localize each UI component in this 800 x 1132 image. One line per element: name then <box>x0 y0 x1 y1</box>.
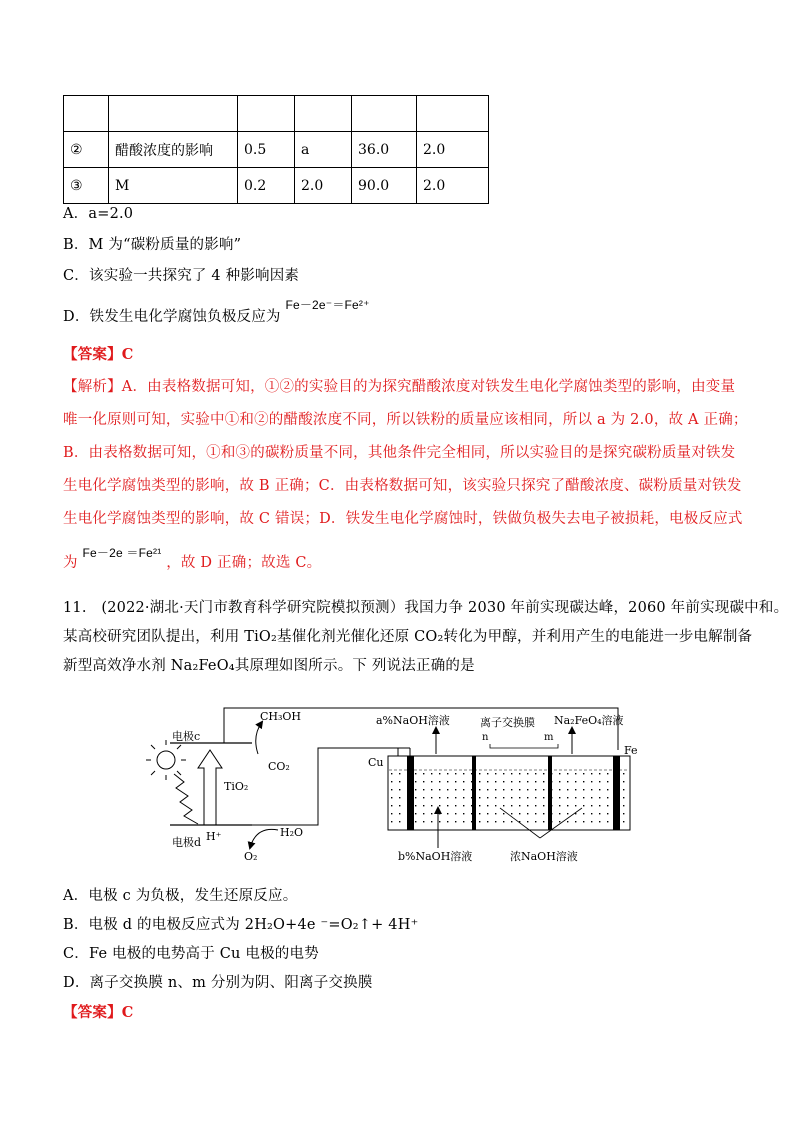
question-stem: 某高校研究团队提出，利用 TiO₂基催化剂光催化还原 CO₂转化为甲醇，并利用产生的电能进一步电解制备 <box>63 629 753 645</box>
option-d: D．离子交换膜 n、m 分别为阴、阳离子交换膜 <box>63 975 373 991</box>
b-naoh-label: b%NaOH溶液 <box>398 850 473 863</box>
tio2-label: TiO₂ <box>224 780 249 793</box>
membrane-m <box>548 756 552 830</box>
answer-label: 【答案】C <box>63 346 134 363</box>
table-cell <box>417 96 489 132</box>
table-cell <box>295 96 352 132</box>
table-cell: 2.0 <box>295 168 352 204</box>
n-label: n <box>482 732 489 743</box>
option-d-text: D．铁发生电化学腐蚀负极反应为 <box>63 309 281 325</box>
table-cell: 2.0 <box>417 168 489 204</box>
option-d-equation: Fe－2e⁻＝Fe²⁺ <box>285 298 370 312</box>
option-c: C．Fe 电极的电势高于 Cu 电极的电势 <box>63 946 319 962</box>
table-cell: ③ <box>64 168 109 204</box>
table-cell <box>109 96 238 132</box>
table-cell: 90.0 <box>352 168 417 204</box>
membrane-n <box>472 756 476 830</box>
experiment-table <box>63 95 489 204</box>
analysis-line: B．由表格数据可知，①和③的碳粉质量不同，其他条件完全相同，所以实验目的是探究碳粉质量对铁发 <box>63 445 736 461</box>
table-cell <box>64 96 109 132</box>
h2o-label: H₂O <box>280 826 304 839</box>
table-row <box>64 96 489 132</box>
analysis-last-post: ，故 D 正确；故选 C。 <box>166 555 322 571</box>
cu-label: Cu <box>368 756 384 769</box>
cu-electrode <box>407 756 414 830</box>
option-a: A．a=2.0 <box>63 206 134 222</box>
fe-label: Fe <box>624 744 638 757</box>
a-naoh-label: a%NaOH溶液 <box>376 714 450 727</box>
membrane-label: 离子交换膜 <box>480 716 535 729</box>
table-cell: 醋酸浓度的影响 <box>109 132 238 168</box>
na2feo4-label: Na₂FeO₄溶液 <box>554 714 624 727</box>
option-b: B．M 为“碳粉质量的影响” <box>63 237 242 253</box>
analysis-line: 【解析】A．由表格数据可知，①②的实验目的为探究醋酸浓度对铁发生电化学腐蚀类型的影响，由变量 <box>63 379 736 395</box>
conc-naoh-label: 浓NaOH溶液 <box>510 850 578 863</box>
analysis-line: 唯一化原则可知，实验中①和②的醋酸浓度不同，所以铁粉的质量应该相同，所以 a 为 2.0，故 A 正确； <box>63 412 748 428</box>
h-plus-label: H⁺ <box>206 830 222 843</box>
table-cell <box>352 96 417 132</box>
option-d <box>63 298 370 326</box>
analysis-last-pre: 为 <box>63 555 78 571</box>
table-cell: 2.0 <box>417 132 489 168</box>
electrolysis-diagram <box>140 690 660 870</box>
table-cell: a <box>295 132 352 168</box>
analysis-line: 生电化学腐蚀类型的影响，故 B 正确；C．由表格数据可知，该实验只探究了醋酸浓度、碳粉质量对铁发 <box>63 478 742 494</box>
co2-label: CO₂ <box>268 760 290 773</box>
sun-icon <box>146 740 186 780</box>
option-c: C．该实验一共探究了 4 种影响因素 <box>63 268 300 284</box>
analysis-equation: Fe－2e ＝Fe²¹ <box>82 546 162 560</box>
table-cell: M <box>109 168 238 204</box>
option-b: B．电极 d 的电极反应式为 2H₂O+4e ⁻=O₂↑+ 4H⁺ <box>63 917 419 933</box>
table-row <box>64 132 489 168</box>
question-stem: 11. (2022·湖北·天门市教育科学研究院模拟预测）我国力争 2030 年前实现碳达峰，2060 年前实现碳中和。 <box>63 600 789 616</box>
analysis-line-last <box>63 546 322 572</box>
table-cell: 0.2 <box>238 168 295 204</box>
option-a: A．电极 c 为负极，发生还原反应。 <box>63 888 298 904</box>
electrode-d-label: 电极d <box>172 836 202 849</box>
table-cell: 36.0 <box>352 132 417 168</box>
ch3oh-label: CH₃OH <box>260 710 302 723</box>
table-cell: 0.5 <box>238 132 295 168</box>
analysis-line: 生电化学腐蚀类型的影响，故 C 错误；D．铁发生电化学腐蚀时，铁做负极失去电子被损耗，电极反应式 <box>63 511 743 527</box>
question-stem: 新型高效净水剂 Na₂FeO₄其原理如图所示。下 列说法正确的是 <box>63 658 475 674</box>
o2-label: O₂ <box>244 850 258 863</box>
m-label: m <box>544 732 554 743</box>
fe-electrode <box>613 756 620 830</box>
answer-label: 【答案】C <box>63 1004 134 1021</box>
electrode-c-label: 电极c <box>172 730 201 743</box>
light-zigzag <box>174 774 198 824</box>
table-cell <box>238 96 295 132</box>
table-row <box>64 168 489 204</box>
tio2-arrow-icon <box>198 750 222 825</box>
table-cell: ② <box>64 132 109 168</box>
